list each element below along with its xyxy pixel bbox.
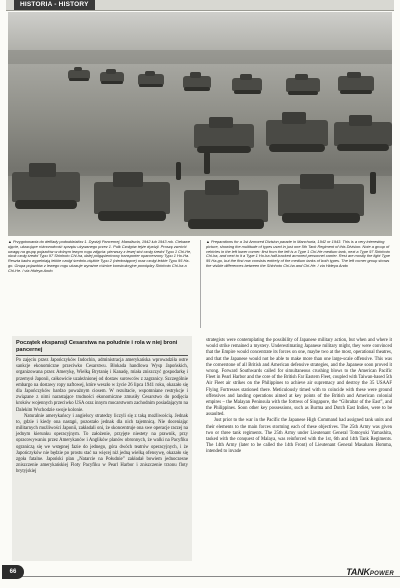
polish-paragraph: Po zajęciu przez Japończyków Indochin, administracja amerykańska wprowadziła ostre sankcje ekonomiczne przeciwko Cesarstwu. Blokada handlowa Wysp Japońskich, organizowana przez Amerykę, Wielką Brytanię i Kanadę, miała zniszczyć gospodarkę i przemysł Japonii, całkowicie uzależnionej od dostaw surowców z zagranicy. Szczególnie embargo na dostawy ropy naftowej, które weszło w życie 26 lipca 1941 roku, okazało się dla Japończyków bardzo poważnym ciosem. W rezultacie, wspomniane restrykcje i związane z nimi narastające trudności ekonomiczne zmusiły Cesarstwo do podjęcia kroków wojennych przeciwko USA oraz innym mocarstwom zachodnim posiadającym na Dalekim Wschodzie swoje kolonie. (16, 358, 188, 413)
tank-shape (100, 72, 124, 82)
soldier-figure (370, 172, 376, 194)
box-title-rule (16, 355, 188, 356)
tank-shape (12, 172, 80, 202)
section-header-bar (6, 0, 394, 11)
tank-shape (194, 124, 254, 148)
english-paragraph: Just prior to the war in the Pacific the Japanese High Command had assigned tank units and their elements to the main forces storming each of these objectives. The 25th Army was given two or three tank regiments. The 25th Army under Lieutenant General Tomoyuki Yamashita, tasked with the conquest of Malaya, was reinforced with the 1st, 6th and 14th Tank Regiments. The 14th Army (later to be called the 14th Front) of Lieutenant General Masaharu Homma, intended to invade (206, 418, 392, 455)
english-paragraph: strategists were contemplating the possibility of Japanese military action, but when and where it would strike remained a mystery. Underestimating Japanese military might, they were convinced that the Empire would concentrate its forces on one, maybe two at the most, operational theatres, and that the Japanese would not be able to make more than one large-scale offensive. This was the cornerstone of all British and American defensive strategies, and the Japanese soon proved it wrong. Forward Southwards called for simultaneous crushing blows to the American Pacific Fleet in Pearl Harbor and the core of the British Far Eastern Fleet, coupled with Taiwan-based 5th Air Fleet air strikes on the Philippines to achieve air supremacy and destroy the 35 USAAF Flying Fortresses stationed there. Meticulously timed with to coincide with these were ground offensives and landing operations aimed at key points of the British and American colonial empires – the Malayan Peninsula with the fortress of Singapore, the “Gibraltar of the East”, and the Philippines. Soon other key possessions, such as Burma and Dutch East Indies, were to be assaulted. (206, 338, 392, 418)
footer-rule (20, 576, 400, 577)
page-number: 66 (2, 565, 24, 579)
tank-shape (68, 70, 90, 79)
tank-shape (286, 78, 320, 92)
tank-shape (278, 184, 364, 216)
box-title: Początek ekspansji Cesarstwa na południe i rola w niej broni pancernej (16, 340, 178, 353)
english-column (206, 338, 392, 456)
tank-shape (232, 78, 262, 91)
caption-polish (8, 240, 194, 274)
tank-shape (138, 74, 164, 85)
tank-shape (184, 190, 268, 222)
tank-shape (94, 182, 170, 214)
tank-shape (183, 76, 211, 88)
brand-sub: POWER (369, 571, 394, 577)
caption-english (206, 240, 392, 269)
section-label: HISTORIA - HISTORY (14, 0, 95, 10)
polish-paragraph: Naturalnie amerykańscy i angielscy stratedzy liczyli się z taką możliwością. Jednak to, gdzie i kiedy ona nastąpi, pozostało jednak dla nich tajemnicą. Nie doceniając militarnych możliwości Japonii, zakładali oni, że skoncentruje ona swe operacje raczej na jednym kierunku operacyjnym. To założenie, przyjęte niestety na prawnik, przy opracowywaniu przez Amerykanów i Anglików planów obronnych, że walki na Pacyfiku ograniczą się we wstępnej fazie do jednego, góra dwóch teatrów operacyjnych, i że Japończyków nie będzie po prostu stać na więcej niż jedną wielką ofensywę, okazało się zgoła fatalne. Japoński plan „Natarcie na Południe” zakładał bowiem jednoczesne zniszczenie amerykańskiej Floty Pacyfiku w Pearl Harbor i zniszczenie trzonu floty brytyjskiej (16, 413, 188, 475)
caption-english-text: Preparations for a 1st Armored Division parade in Manchuria, 1942 or 1943. This is a very interesting picture, showing the multitude of types used in just one 5th Tank Regiment of this Division. Note a group of vehicles in the left lower corner: first from the left is a Type 1 Chi-He medium tank, next a Type 97 Shinhoto Chi-ha, and next to it a Type 1 Ho-ha half-tracked armored personnel carrier. Rest are mostly the light Type 95 Ha-go, but the first row consists entirely of the medium tanks of both types. The left corner group shows the visible differences between the Shinhoto Chi-ha and Chi-He. / via Hideya Ando (206, 239, 390, 268)
brand-logo (346, 566, 394, 580)
caption-polish-text: Przygotowania do defilady pododdziałów 1. Dywizji Pancernej, Mandżuria, 1942 lub 1943 rok. Ciekawe ujęcie, ukazujące różnorodność sprzętu używanego przez 1. Pułk Czołgów tejże dywizji. Proszę zwrócić uwagę na grupę pojazdów w dolnym lewym rogu zdjęcia: pierwszy z lewej stoi czołg średni Typu 1 Chi-He, obok czołg średni Typu 97 Shinhoto Chi-ha, dalej półgąsienicowy transporter opancerzony Typu 1 Ho-Ha. Reszta kadru wypełniają lekkie czołgi średnio-ciężkie Typu 2 (niedostępne) oraz czołgi lekkie Typu 95 Ha-go. Grupa pojazdów z lewego rogu ukazuje wyraźne różnice konstrukcyjne pomiędzy Shinhoto Chi-ha a Chi-He. / via Hideya Ando (8, 239, 192, 273)
photo-horizon (8, 50, 392, 64)
tank-shape (338, 76, 374, 91)
soldier-figure (204, 152, 210, 174)
soldier-figure (176, 162, 181, 180)
triangle-icon: ▲ (206, 239, 211, 244)
triangle-icon: ▲ (8, 239, 13, 244)
brand-main: TANK (346, 567, 370, 577)
tank-shape (266, 120, 328, 146)
polish-column (16, 358, 188, 476)
tank-shape (334, 122, 392, 146)
caption-divider (200, 240, 201, 328)
tank-column-photo (8, 12, 392, 236)
